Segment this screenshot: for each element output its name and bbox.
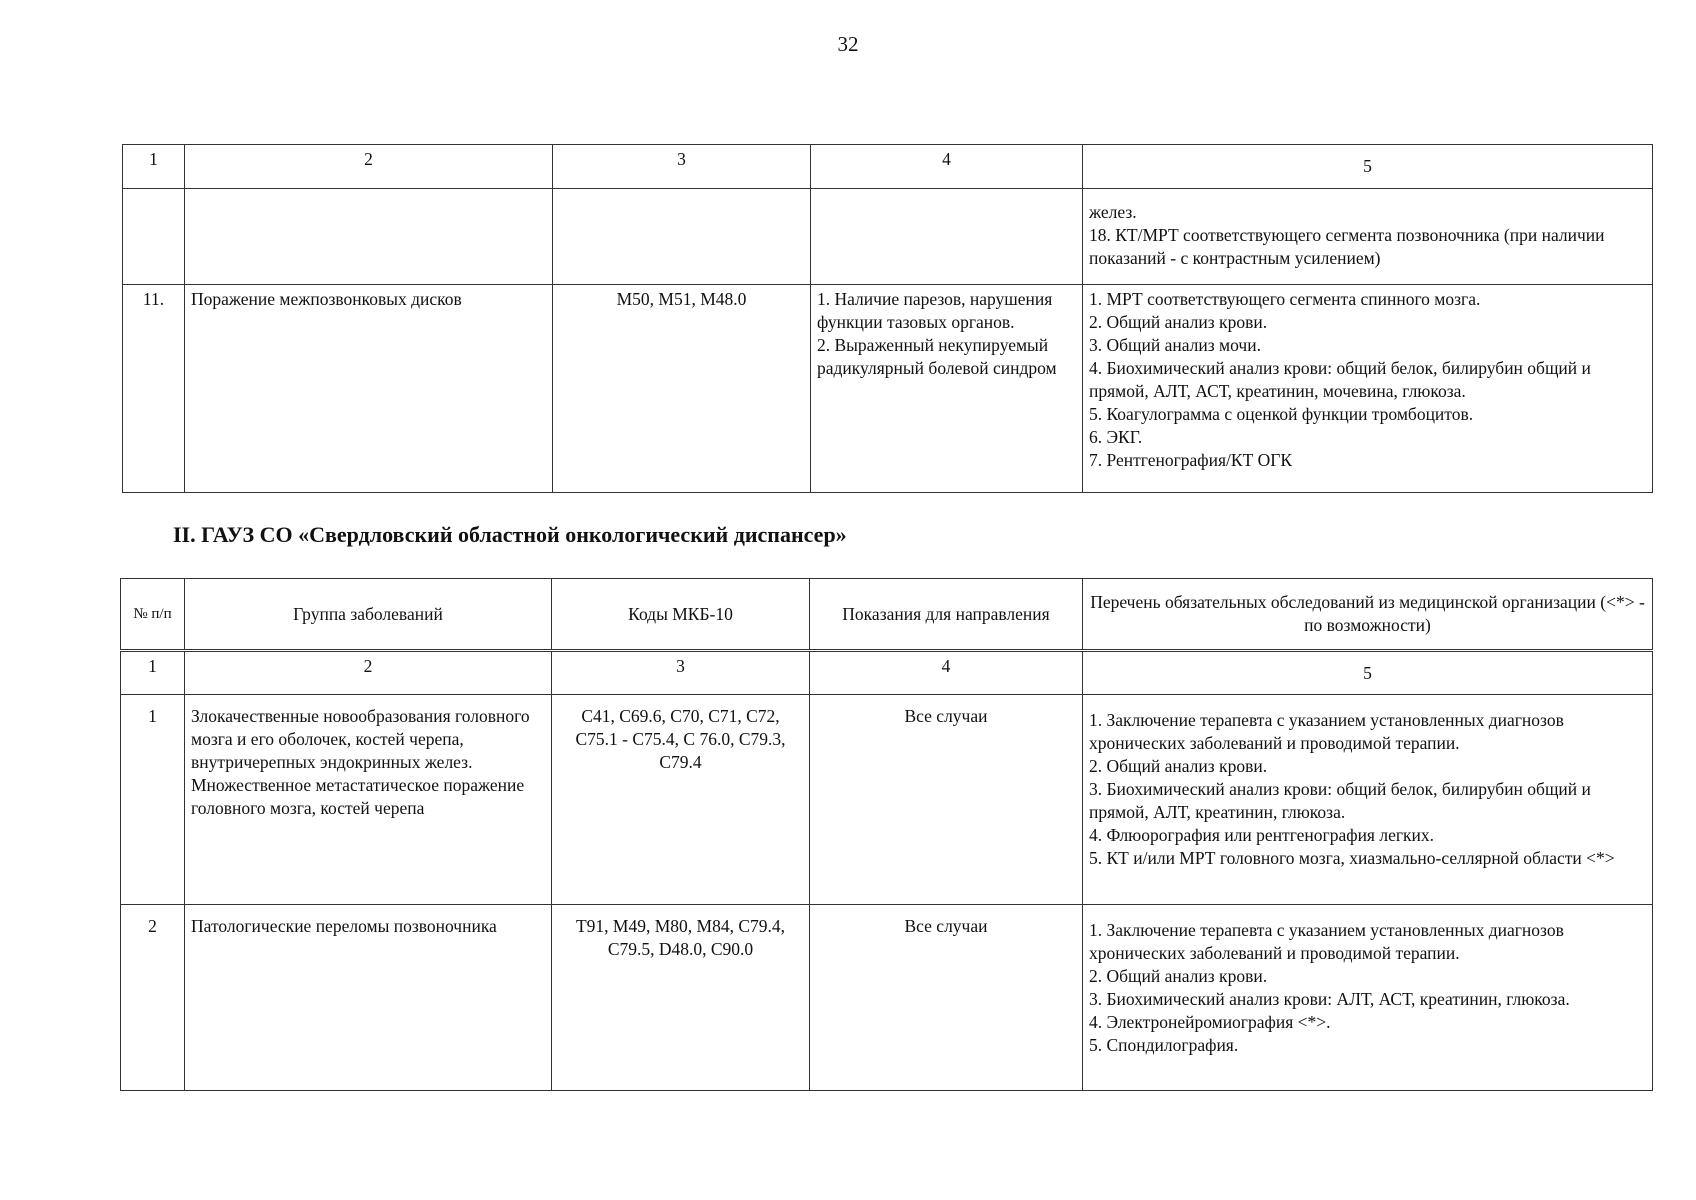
exam-item: 4. Биохимический анализ крови: общий белок, билирубин общий и прямой, АЛТ, АСТ, креатинин, мочевина, глюкоза.: [1089, 358, 1591, 401]
col-number: 4: [810, 651, 1083, 695]
header-exams: Перечень обязательных обследований из медицинской организации (<*> - по возможности): [1083, 579, 1653, 651]
indications: [811, 285, 1083, 493]
col-number: 3: [553, 145, 811, 189]
section-heading: II. ГАУЗ СО «Свердловский областной онкологический диспансер»: [173, 522, 847, 547]
header-row: [121, 579, 1653, 651]
header-codes: Коды МКБ-10: [552, 579, 810, 651]
icd-codes: T91, M49, M80, M84, C79.4, C79.5, D48.0, C90.0: [552, 905, 810, 1091]
exam-item: 4. Флюорография или рентгенография легких.: [1089, 825, 1435, 845]
disease-group: Злокачественные новообразования головного мозга и его оболочек, костей черепа, внутричерепных эндокринных желез. Множественное метастатическое поражение головного мозга, костей черепа: [185, 695, 552, 905]
exam-item: желез.: [1089, 202, 1137, 222]
page-number: 32: [837, 32, 859, 56]
table-row: [121, 905, 1653, 1091]
exam-item: 2. Общий анализ крови.: [1089, 966, 1268, 986]
exam-item: 18. КТ/МРТ соответствующего сегмента позвоночника (при наличии показаний - с контрастным усилением): [1089, 225, 1605, 268]
exam-item: 1. МРТ соответствующего сегмента спинного мозга.: [1089, 289, 1481, 309]
exam-item: 3. Общий анализ мочи.: [1089, 335, 1261, 355]
row-number: 11.: [123, 285, 185, 493]
col-number: 1: [123, 145, 185, 189]
header-num: № п/п: [121, 579, 185, 651]
exam-item: 3. Биохимический анализ крови: АЛТ, АСТ, креатинин, глюкоза.: [1089, 989, 1570, 1009]
row-number: 1: [121, 695, 185, 905]
table-row: [123, 189, 1653, 285]
col-number: 3: [552, 651, 810, 695]
icd-codes: [553, 189, 811, 285]
disease-group: Поражение межпозвонковых дисков: [185, 285, 553, 493]
exams-list: [1083, 905, 1653, 1091]
exam-item: 2. Общий анализ крови.: [1089, 312, 1268, 332]
exam-item: 6. ЭКГ.: [1089, 427, 1143, 447]
disease-group: [185, 189, 553, 285]
row-number: 2: [121, 905, 185, 1091]
exam-item: 1. Заключение терапевта с указанием установленных диагнозов хронических заболеваний и проводимой терапии.: [1089, 920, 1564, 963]
table-row: [123, 285, 1653, 493]
disease-group: Патологические переломы позвоночника: [185, 905, 552, 1091]
col-number: 2: [185, 651, 552, 695]
col-number: 1: [121, 651, 185, 695]
exam-item: 5. Коагулограмма с оценкой функции тромбоцитов.: [1089, 404, 1474, 424]
oncology-table: [120, 578, 1653, 1091]
column-number-row: [121, 651, 1653, 695]
indication-item: 1. Наличие парезов, нарушения функции тазовых органов.: [817, 289, 1053, 332]
exams-list: [1083, 285, 1653, 493]
exams-list: [1083, 189, 1653, 285]
exam-item: 5. КТ и/или МРТ головного мозга, хиазмально-селлярной области <*>: [1089, 848, 1615, 868]
table-row: [121, 695, 1653, 905]
col-number: 5: [1083, 651, 1653, 695]
icd-codes: M50, M51, M48.0: [553, 285, 811, 493]
header-indications: Показания для направления: [810, 579, 1083, 651]
icd-codes: C41, C69.6, C70, C71, C72, C75.1 - C75.4, C 76.0, C79.3, C79.4: [552, 695, 810, 905]
exam-item: 7. Рентгенография/КТ ОГК: [1089, 450, 1293, 470]
exam-item: 2. Общий анализ крови.: [1089, 756, 1268, 776]
exams-list: [1083, 695, 1653, 905]
row-number: [123, 189, 185, 285]
col-number: 4: [811, 145, 1083, 189]
indications: [811, 189, 1083, 285]
exam-item: 1. Заключение терапевта с указанием установленных диагнозов хронических заболеваний и проводимой терапии.: [1089, 710, 1564, 753]
indication-item: 2. Выраженный некупируемый радикулярный болевой синдром: [817, 335, 1057, 378]
column-number-row: [123, 145, 1653, 189]
exam-item: 5. Спондилография.: [1089, 1035, 1239, 1055]
col-number: 2: [185, 145, 553, 189]
col-number: 5: [1083, 145, 1653, 189]
header-group: Группа заболеваний: [185, 579, 552, 651]
exam-item: 3. Биохимический анализ крови: общий белок, билирубин общий и прямой, АЛТ, креатинин, глюкоза.: [1089, 779, 1591, 822]
indications: Все случаи: [810, 695, 1083, 905]
exam-item: 4. Электронейромиография <*>.: [1089, 1012, 1331, 1032]
continued-table: [122, 144, 1653, 493]
indications: Все случаи: [810, 905, 1083, 1091]
